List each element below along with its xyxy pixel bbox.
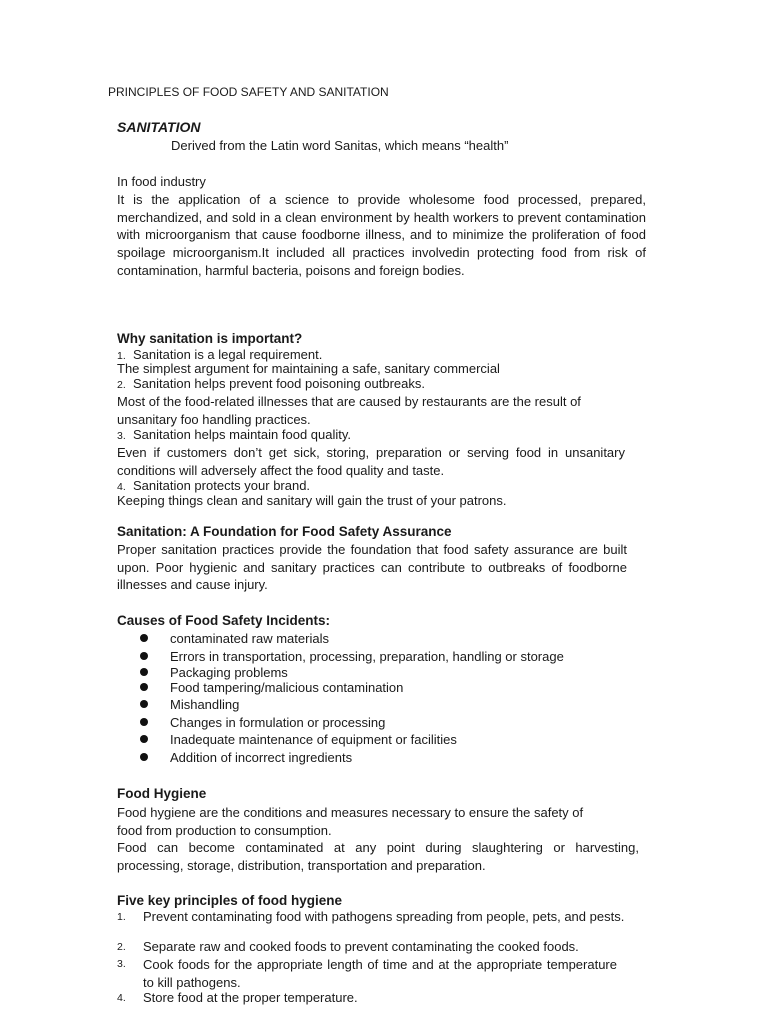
hygiene-heading: Food Hygiene: [117, 786, 207, 801]
list-item: 3. Cook foods for the appropriate length of time and at the appropriate temperature to kill pathogens.: [117, 957, 617, 990]
list-item: contaminated raw materials: [140, 631, 329, 646]
sanitation-heading: SANITATION: [117, 119, 201, 135]
foundation-body: Proper sanitation practices provide the foundation that food safety assurance are built upon. Poor hygienic and sanitary practices can contribute to outbreaks of foodborne illnesses and cause injury.: [117, 542, 627, 593]
bullet-icon: [140, 634, 148, 642]
why-item-2-number: 2.: [117, 379, 126, 391]
list-number: 1.: [117, 911, 126, 923]
hygiene-paragraph-1: Food hygiene are the conditions and measures necessary to ensure the safety of food from production to consumption.: [117, 805, 584, 838]
foundation-heading: Sanitation: A Foundation for Food Safety Assurance: [117, 524, 452, 539]
list-item: 2. Separate raw and cooked foods to prevent contaminating the cooked foods.: [117, 939, 579, 954]
bullet-icon: [140, 753, 148, 761]
causes-heading: Causes of Food Safety Incidents:: [117, 613, 331, 628]
why-item-1-body: The simplest argument for maintaining a safe, sanitary commercial: [117, 361, 500, 376]
list-item: Mishandling: [140, 697, 239, 712]
why-item-1-title: 1. Sanitation is a legal requirement.: [117, 347, 323, 362]
list-item: Food tampering/malicious contamination: [140, 680, 403, 695]
list-item: 4. Store food at the proper temperature.: [117, 990, 358, 1005]
why-item-4-body: Keeping things clean and sanitary will gain the trust of your patrons.: [117, 493, 507, 508]
why-item-3-number: 3.: [117, 430, 126, 442]
list-item: Errors in transportation, processing, preparation, handling or storage: [140, 649, 564, 664]
why-item-2-body: Most of the food-related illnesses that are caused by restaurants are the result of unsanitary foo handling practices.: [117, 394, 581, 427]
list-number: 2.: [117, 941, 126, 953]
list-item: Inadequate maintenance of equipment or facilities: [140, 732, 457, 747]
bullet-icon: [140, 735, 148, 743]
why-item-4-number: 4.: [117, 481, 126, 493]
bullet-icon: [140, 652, 148, 660]
document-title: PRINCIPLES OF FOOD SAFETY AND SANITATION: [108, 85, 389, 99]
sanitation-derived: Derived from the Latin word Sanitas, which means “health”: [171, 138, 509, 153]
why-heading: Why sanitation is important?: [117, 331, 303, 346]
sanitation-definition: It is the application of a science to provide wholesome food processed, prepared, merchandized, and sold in a clean environment by health workers to prevent contamination with microorganism that cause foodborne illness, and to minimize the proliferation of food spoilage microorganism.It included all practices involvedin protecting food from risk of contamination, harmful bacteria, poisons and foreign bodies.: [117, 192, 646, 278]
bullet-icon: [140, 683, 148, 691]
bullet-icon: [140, 668, 148, 676]
why-item-2-title: 2. Sanitation helps prevent food poisoning outbreaks.: [117, 376, 425, 391]
list-number: 3.: [117, 958, 126, 970]
why-item-4-title: 4. Sanitation protects your brand.: [117, 478, 311, 493]
list-item: Changes in formulation or processing: [140, 715, 385, 730]
why-item-1-number: 1.: [117, 350, 126, 362]
list-number: 4.: [117, 992, 126, 1004]
why-item-3-title: 3. Sanitation helps maintain food quality.: [117, 427, 352, 442]
list-item: Packaging problems: [140, 665, 288, 680]
list-item: Addition of incorrect ingredients: [140, 750, 352, 765]
list-item: 1. Prevent contaminating food with pathogens spreading from people, pets, and pests.: [117, 909, 625, 924]
bullet-icon: [140, 700, 148, 708]
bullet-icon: [140, 718, 148, 726]
hygiene-paragraph-2: Food can become contaminated at any point during slaughtering or harvesting, processing, storage, distribution, transportation and preparation.: [117, 840, 639, 873]
five-principles-heading: Five key principles of food hygiene: [117, 893, 343, 908]
why-item-3-body: Even if customers don’t get sick, storing, preparation or serving food in unsanitary conditions will adversely affect the food quality and taste.: [117, 445, 625, 478]
in-food-industry-label: In food industry: [117, 174, 206, 189]
